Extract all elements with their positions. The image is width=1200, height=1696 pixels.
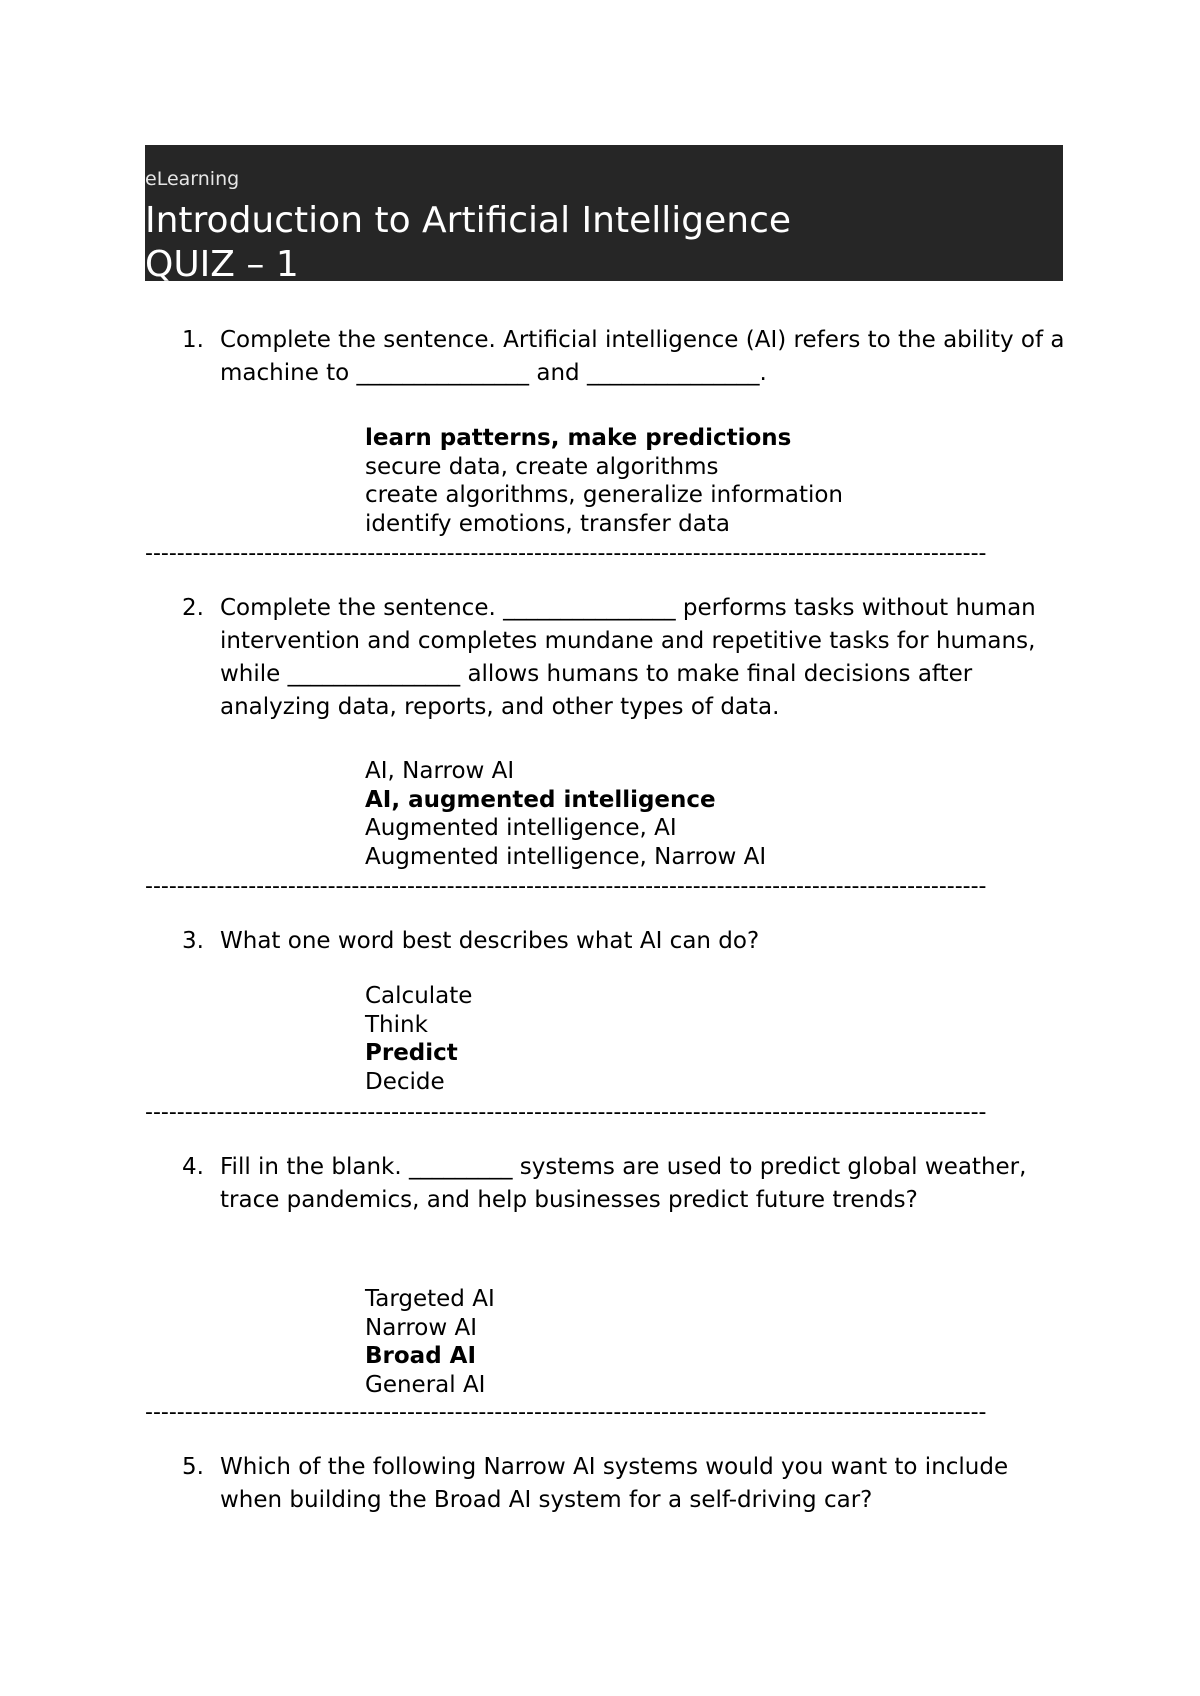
answer-option: AI, Narrow AI — [365, 758, 515, 784]
course-title: Introduction to Artificial Intelligence — [145, 200, 792, 241]
answer-option-correct: AI, augmented intelligence — [365, 786, 716, 813]
answer-options — [365, 1285, 495, 1399]
answer-option: create algorithms, generalize information — [365, 482, 844, 508]
answer-options — [365, 424, 843, 538]
question-number: 3. — [182, 928, 204, 954]
answer-options — [365, 982, 472, 1096]
question-text: Complete the sentence. _______________ performs tasks without human intervention and completes mundane and repetitive tasks for humans, while _______________ allows humans to make final decisions after analyzing data, reports, and other types of data. — [220, 595, 1036, 720]
question-number: 4. — [182, 1154, 204, 1180]
answer-option: identify emotions, transfer data — [365, 510, 730, 537]
answer-option: Targeted AI — [365, 1286, 495, 1312]
dashed-separator: ---------------------------------------------------------------------------------------------------------- — [145, 874, 987, 899]
question-text: Fill in the blank. _________ systems are used to predict global weather, trace pandemics, and help businesses predict future trends? — [220, 1154, 1027, 1213]
dashed-separator: ---------------------------------------------------------------------------------------------------------- — [145, 1400, 987, 1425]
answer-option: Decide — [365, 1068, 445, 1095]
question-text: Complete the sentence. Artificial intelligence (AI) refers to the ability of a machine to _______________ and _______________. — [220, 327, 1065, 386]
question-number: 2. — [182, 595, 204, 621]
answer-option: Augmented intelligence, AI — [365, 815, 677, 841]
answer-option: Think — [365, 1011, 428, 1038]
answer-option: Calculate — [365, 983, 473, 1009]
dashed-separator: ---------------------------------------------------------------------------------------------------------- — [145, 541, 987, 566]
answer-option: secure data, create algorithms — [365, 453, 719, 480]
quiz-header-banner — [145, 145, 1063, 285]
question-number: 1. — [182, 327, 204, 353]
question-text: What one word best describes what AI can do? — [220, 928, 760, 954]
answer-option-correct: Predict — [365, 1040, 458, 1066]
answer-option: Narrow AI — [365, 1314, 478, 1341]
dashed-separator: ---------------------------------------------------------------------------------------------------------- — [145, 1100, 987, 1125]
page-title — [145, 199, 791, 287]
answer-option: General AI — [365, 1371, 486, 1398]
question-number: 5. — [182, 1454, 204, 1480]
course-category: eLearning — [145, 168, 240, 190]
answer-option: Augmented intelligence, Narrow AI — [365, 843, 767, 870]
quiz-label: QUIZ – 1 — [145, 244, 299, 285]
answer-option-correct: learn patterns, make predictions — [365, 425, 792, 451]
answer-option-correct: Broad AI — [365, 1343, 477, 1369]
question-text: Which of the following Narrow AI systems would you want to include when building the Broad AI system for a self-driving car? — [220, 1454, 1009, 1513]
answer-options — [365, 757, 766, 871]
